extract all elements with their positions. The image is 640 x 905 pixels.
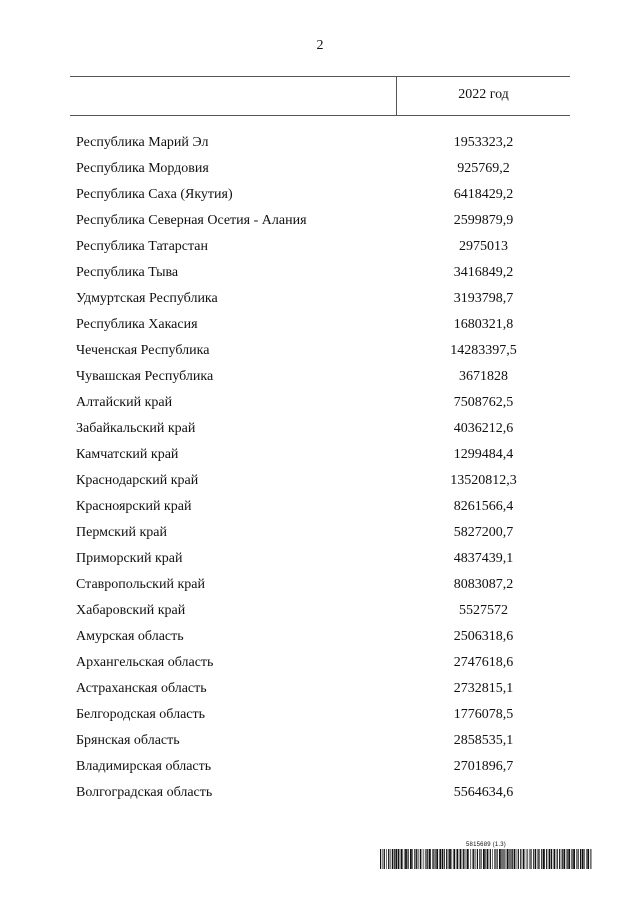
barcode-bar xyxy=(530,849,531,869)
region-name: Волгоградская область xyxy=(76,785,213,800)
barcode-bar xyxy=(460,849,462,869)
barcode-bar xyxy=(395,849,397,869)
barcode-bar xyxy=(523,849,525,869)
barcode-bar xyxy=(483,849,485,869)
region-value: 4837439,1 xyxy=(453,551,514,566)
barcode-bar xyxy=(573,849,575,869)
barcode-bar xyxy=(494,849,495,869)
barcode-bar xyxy=(485,849,486,869)
region-name: Приморский край xyxy=(76,551,183,566)
region-name: Брянская область xyxy=(76,733,180,748)
barcode-bar xyxy=(490,849,491,869)
region-value: 1776078,5 xyxy=(453,707,514,722)
region-value: 13520812,3 xyxy=(450,473,517,488)
barcode-bar xyxy=(487,849,489,869)
barcode-bar xyxy=(501,849,502,869)
region-value: 925769,2 xyxy=(457,161,510,176)
table-row xyxy=(70,182,570,208)
region-value: 2701896,7 xyxy=(453,759,514,774)
barcode-bar xyxy=(425,849,426,869)
region-value: 5564634,6 xyxy=(453,785,514,800)
barcode-bar xyxy=(539,849,540,869)
table-row xyxy=(70,130,570,156)
barcode-bar xyxy=(400,849,401,869)
barcode-bar xyxy=(479,849,480,869)
barcode-bar xyxy=(380,849,381,869)
region-value: 1680321,8 xyxy=(453,317,514,332)
region-name: Белгородская область xyxy=(76,707,206,722)
barcode-bar xyxy=(418,849,419,869)
barcode-bar xyxy=(401,849,403,869)
barcode-bar xyxy=(398,849,399,869)
barcode-bar xyxy=(514,849,515,869)
barcode-bar xyxy=(452,849,453,869)
barcode-bar xyxy=(504,849,505,869)
table-row xyxy=(70,624,570,650)
barcode-bar xyxy=(410,849,412,869)
barcode-bar xyxy=(533,849,534,869)
barcode-bar xyxy=(433,849,434,869)
barcode-block xyxy=(380,842,592,869)
barcode-bar xyxy=(526,849,527,869)
barcode-bar xyxy=(582,849,584,869)
barcode-bar xyxy=(499,849,501,869)
barcode-label: 5815689 (1.3) xyxy=(466,842,506,848)
region-value: 2858535,1 xyxy=(453,733,514,748)
barcode-bar xyxy=(567,849,568,869)
table-row xyxy=(70,780,570,806)
barcode-bar xyxy=(563,849,565,869)
barcode-bar xyxy=(412,849,413,869)
table-row xyxy=(70,702,570,728)
barcode-bar xyxy=(386,849,387,869)
region-value: 2975013 xyxy=(459,239,508,254)
region-name: Республика Мордовия xyxy=(76,161,209,176)
barcode-bar xyxy=(390,849,391,869)
barcode-bar xyxy=(432,849,433,869)
table-row xyxy=(70,520,570,546)
barcode-bar xyxy=(453,849,455,869)
barcode-bar xyxy=(457,849,459,869)
barcode-bar xyxy=(481,849,482,869)
table-row xyxy=(70,754,570,780)
table-row xyxy=(70,442,570,468)
barcode-bar xyxy=(436,849,438,869)
table-row xyxy=(70,572,570,598)
table-row xyxy=(70,650,570,676)
region-name: Амурская область xyxy=(76,629,184,644)
barcode-bar xyxy=(463,849,464,869)
barcode-bar xyxy=(586,849,587,869)
barcode-bar xyxy=(439,849,441,869)
barcode-bar xyxy=(392,849,393,869)
region-name: Хабаровский край xyxy=(76,603,186,618)
barcode-bar xyxy=(546,849,547,869)
barcode-bar xyxy=(510,849,511,869)
barcode-bar xyxy=(584,849,585,869)
region-name: Республика Северная Осетия - Алания xyxy=(76,213,307,228)
barcode-image xyxy=(380,849,592,869)
barcode-bar xyxy=(506,849,507,869)
barcode-bar xyxy=(429,849,431,869)
barcode-bar xyxy=(529,849,530,869)
table-header xyxy=(70,76,570,116)
barcode-bar xyxy=(405,849,407,869)
barcode-bar xyxy=(470,849,471,869)
region-value: 1299484,4 xyxy=(453,447,514,462)
barcode-bar xyxy=(416,849,417,869)
region-value: 14283397,5 xyxy=(450,343,517,358)
region-name: Республика Татарстан xyxy=(76,239,209,254)
barcode-bar xyxy=(424,849,425,869)
barcode-bar xyxy=(557,849,558,869)
table-row xyxy=(70,728,570,754)
barcode-bar xyxy=(465,849,466,869)
barcode-bar xyxy=(475,849,476,869)
barcode-bar xyxy=(477,849,478,869)
barcode-bar xyxy=(554,849,556,869)
table-row xyxy=(70,676,570,702)
table-row xyxy=(70,598,570,624)
barcode-bar xyxy=(562,849,563,869)
barcode-bar xyxy=(543,849,545,869)
barcode-bar xyxy=(448,849,449,869)
barcode-bar xyxy=(414,849,415,869)
region-value: 8083087,2 xyxy=(453,577,514,592)
table-row xyxy=(70,416,570,442)
region-value: 3671828 xyxy=(459,369,508,384)
region-name: Чеченская Республика xyxy=(76,343,210,358)
region-value: 5527572 xyxy=(459,603,508,618)
year-column-header: 2022 год xyxy=(458,87,509,102)
region-name: Чувашская Республика xyxy=(76,369,214,384)
table-row xyxy=(70,546,570,572)
region-name: Красноярский край xyxy=(76,499,192,514)
barcode-bar xyxy=(551,849,552,869)
barcode-bar xyxy=(559,849,560,869)
region-name: Забайкальский край xyxy=(76,421,196,436)
barcode-bar xyxy=(507,849,509,869)
barcode-bar xyxy=(568,849,570,869)
table-row xyxy=(70,208,570,234)
barcode-bar xyxy=(449,849,451,869)
barcode-bar xyxy=(495,849,496,869)
region-value: 6418429,2 xyxy=(453,187,514,202)
table-row xyxy=(70,156,570,182)
table-row xyxy=(70,468,570,494)
table-row xyxy=(70,494,570,520)
barcode-bar xyxy=(590,849,591,869)
barcode-bar xyxy=(435,849,436,869)
barcode-bar xyxy=(503,849,504,869)
page-number: 2 xyxy=(316,38,324,53)
region-value: 8261566,4 xyxy=(453,499,514,514)
table-row xyxy=(70,390,570,416)
barcode-bar xyxy=(467,849,469,869)
barcode-bar xyxy=(538,849,539,869)
table-row xyxy=(70,312,570,338)
barcode-bar xyxy=(518,849,519,869)
region-name: Архангельская область xyxy=(76,655,214,670)
barcode-bar xyxy=(427,849,428,869)
region-value: 2732815,1 xyxy=(453,681,514,696)
region-name: Ставропольский край xyxy=(76,577,205,592)
barcode-bar xyxy=(384,849,385,869)
barcode-bar xyxy=(446,849,447,869)
region-value: 4036212,6 xyxy=(453,421,514,436)
barcode-bar xyxy=(420,849,421,869)
barcode-bar xyxy=(527,849,528,869)
table-row xyxy=(70,260,570,286)
barcode-bar xyxy=(492,849,493,869)
region-name: Алтайский край xyxy=(76,395,173,410)
region-name: Владимирская область xyxy=(76,759,212,774)
barcode-bar xyxy=(422,849,423,869)
barcode-bar xyxy=(531,849,532,869)
barcode-bar xyxy=(516,849,517,869)
barcode-bar xyxy=(587,849,589,869)
region-value: 3193798,7 xyxy=(453,291,514,306)
barcode-bar xyxy=(541,849,542,869)
region-value: 2599879,9 xyxy=(453,213,514,228)
barcode-bar xyxy=(444,849,445,869)
table-row xyxy=(70,364,570,390)
region-name: Республика Марий Эл xyxy=(76,135,209,150)
barcode-bar xyxy=(509,849,510,869)
barcode-bar xyxy=(576,849,577,869)
barcode-bar xyxy=(388,849,389,869)
region-name: Камчатский край xyxy=(76,447,179,462)
region-name: Астраханская область xyxy=(76,681,207,696)
region-name: Республика Саха (Якутия) xyxy=(76,187,233,202)
barcode-bar xyxy=(466,849,467,869)
region-name: Республика Хакасия xyxy=(76,317,198,332)
barcode-bar xyxy=(512,849,513,869)
barcode-bar xyxy=(578,849,579,869)
table-row xyxy=(70,234,570,260)
region-value: 1953323,2 xyxy=(453,135,514,150)
barcode-bar xyxy=(394,849,395,869)
region-name: Республика Тыва xyxy=(76,265,179,280)
barcode-bar xyxy=(383,849,384,869)
region-value: 3416849,2 xyxy=(453,265,514,280)
region-name: Краснодарский край xyxy=(76,473,199,488)
barcode-bar xyxy=(404,849,405,869)
barcode-bar xyxy=(571,849,572,869)
data-table xyxy=(70,76,570,806)
barcode-bar xyxy=(580,849,581,869)
region-value: 2506318,6 xyxy=(453,629,514,644)
table-row xyxy=(70,338,570,364)
region-value: 5827200,7 xyxy=(453,525,514,540)
table-row xyxy=(70,286,570,312)
region-name: Пермский край xyxy=(76,525,167,540)
region-name: Удмуртская Республика xyxy=(76,291,218,306)
barcode-bar xyxy=(535,849,536,869)
barcode-bar xyxy=(473,849,474,869)
barcode-bar xyxy=(472,849,473,869)
region-value: 2747618,6 xyxy=(453,655,514,670)
barcode-bar xyxy=(497,849,498,869)
barcode-bar xyxy=(442,849,443,869)
table-body xyxy=(70,130,570,806)
barcode-bar xyxy=(520,849,521,869)
barcode-bar xyxy=(549,849,551,869)
barcode-bar xyxy=(408,849,409,869)
region-value: 7508762,5 xyxy=(453,395,514,410)
